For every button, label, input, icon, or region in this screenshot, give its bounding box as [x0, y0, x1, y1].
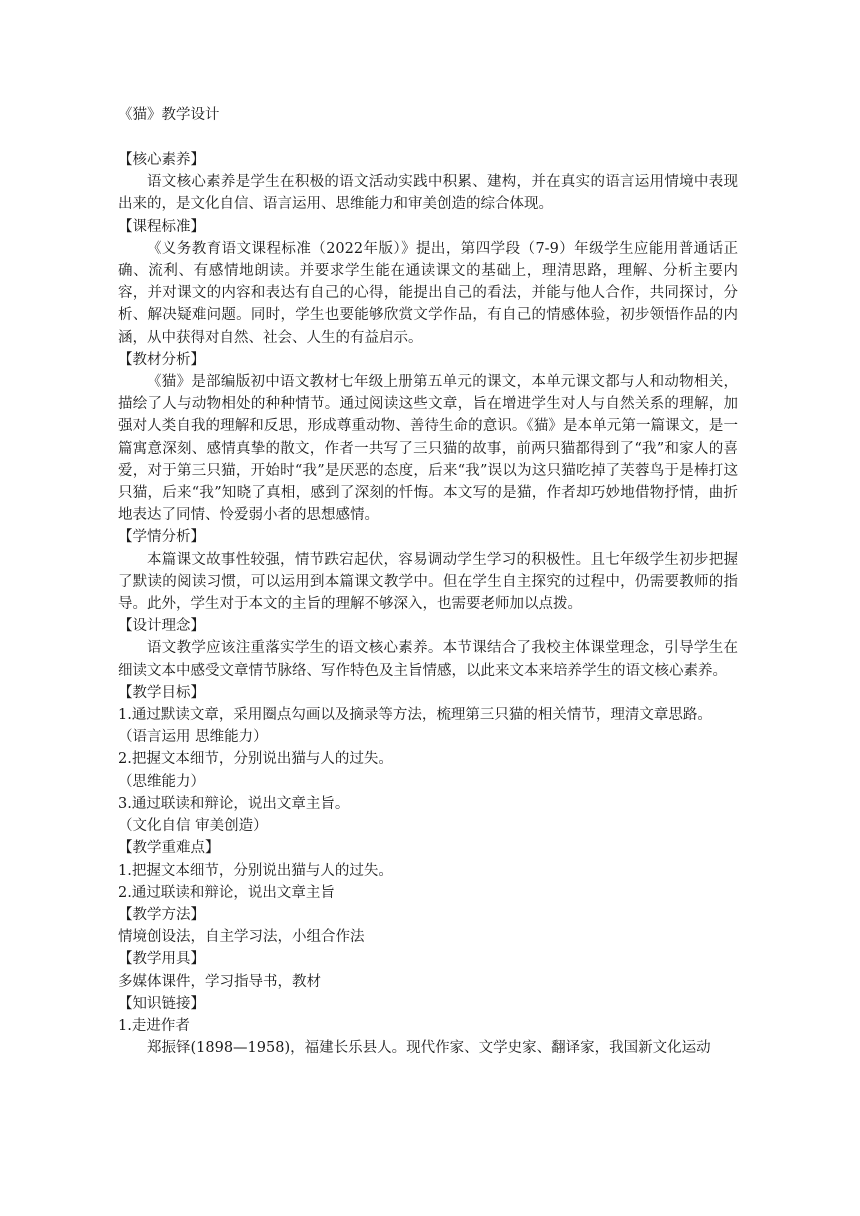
document-title: 《猫》教学设计	[118, 107, 220, 123]
section-heading-textbook-analysis: 【教材分析】	[118, 351, 205, 368]
paragraph-student-analysis: 本篇课文故事性较强，情节跌宕起伏，容易调动学生学习的积极性。且七年级学生初步把握了默读的阅读习惯，可以运用到本篇课文教学中。但在学生自主探究的过程中，仍需要教师的指导。此外，学生对于本文的主旨的理解不够深入，也需要老师加以点拨。	[118, 551, 738, 613]
paragraph-design-concept: 语文教学应该注重落实学生的语文核心素养。本节课结合了我校主体课堂理念，引导学生在细读文本中感受文章情节脉络、写作特色及主旨情感，以此来文本来培养学生的语文核心素养。	[118, 640, 738, 679]
section-heading-teaching-goals: 【教学目标】	[118, 684, 205, 701]
goal-line: 3.通过联读和辩论，说出文章主旨。	[118, 795, 350, 812]
paragraph-core-literacy: 语文核心素养是学生在积极的语文活动实践中积累、建构，并在真实的语言运用情境中表现出来的，是文化自信、语言运用、思维能力和审美创造的综合体现。	[118, 174, 738, 213]
section-heading-teaching-methods: 【教学方法】	[118, 906, 205, 923]
document-page	[118, 104, 738, 1059]
tools-line: 多媒体课件，学习指导书，教材	[118, 973, 321, 990]
section-heading-key-points: 【教学重难点】	[118, 840, 220, 857]
goal-line: （文化自信 审美创造）	[118, 818, 268, 835]
section-heading-core-literacy: 【核心素养】	[118, 152, 205, 168]
knowledge-subheading: 1.走进作者	[118, 1017, 190, 1034]
paragraph-author-intro: 郑振铎(1898—1958)，福建长乐县人。现代作家、文学史家、翻译家，我国新文化运动	[147, 1040, 711, 1057]
goal-line: （语言运用 思维能力）	[118, 729, 268, 746]
section-heading-teaching-tools: 【教学用具】	[118, 951, 205, 968]
paragraph-textbook-analysis: 《猫》是部编版初中语文教材七年级上册第五单元的课文，本单元课文都与人和动物相关，描绘了人与动物相处的种种情节。通过阅读这些文章，旨在增进学生对人与自然关系的理解，加强对人类自我的理解和反思，形成尊重动物、善待生命的意识。《猫》是本单元第一篇课文，是一篇寓意深刻、感情真挚的散文，作者一共写了三只猫的故事，前两只猫都得到了“我”和家人的喜爱，对于第三只猫，开始时“我”是厌恶的态度，后来“我”误以为这只猫吃掉了芙蓉鸟于是棒打这只猫，后来“我”知晓了真相，感到了深刻的忏悔。本文写的是猫，作者却巧妙地借物抒情，曲折地表达了同情、怜爱弱小者的思想感情。	[118, 374, 738, 524]
section-heading-knowledge-links: 【知识链接】	[118, 995, 205, 1012]
key-point-line: 1.把握文本细节，分别说出猫与人的过失。	[118, 862, 393, 879]
section-heading-curriculum-standard: 【课程标准】	[118, 218, 205, 235]
key-point-line: 2.通过联读和辩论，说出文章主旨	[118, 884, 335, 901]
paragraph-curriculum-standard: 《义务教育语文课程标准（2022年版）》提出，第四学段（7-9）年级学生应能用普通话正确、流利、有感情地朗读。并要求学生能在通读课文的基础上，理清思路，理解、分析主要内容，并对课文的内容和表达有自己的心得，能提出自己的看法，并能与他人合作，共同探讨，分析、解决疑难问题。同时，学生也要能够欣赏文学作品，有自己的情感体验，初步领悟作品的内涵，从中获得对自然、社会、人生的有益启示。	[118, 240, 738, 346]
methods-line: 情境创设法，自主学习法，小组合作法	[118, 929, 365, 946]
goal-line: 2.把握文本细节，分别说出猫与人的过失。	[118, 751, 393, 768]
goal-line: （思维能力）	[118, 773, 205, 790]
section-heading-design-concept: 【设计理念】	[118, 618, 205, 635]
section-heading-student-analysis: 【学情分析】	[118, 529, 205, 546]
goal-line: 1.通过默读文章，采用圈点勾画以及摘录等方法，梳理第三只猫的相关情节，理清文章思路。	[118, 707, 712, 724]
